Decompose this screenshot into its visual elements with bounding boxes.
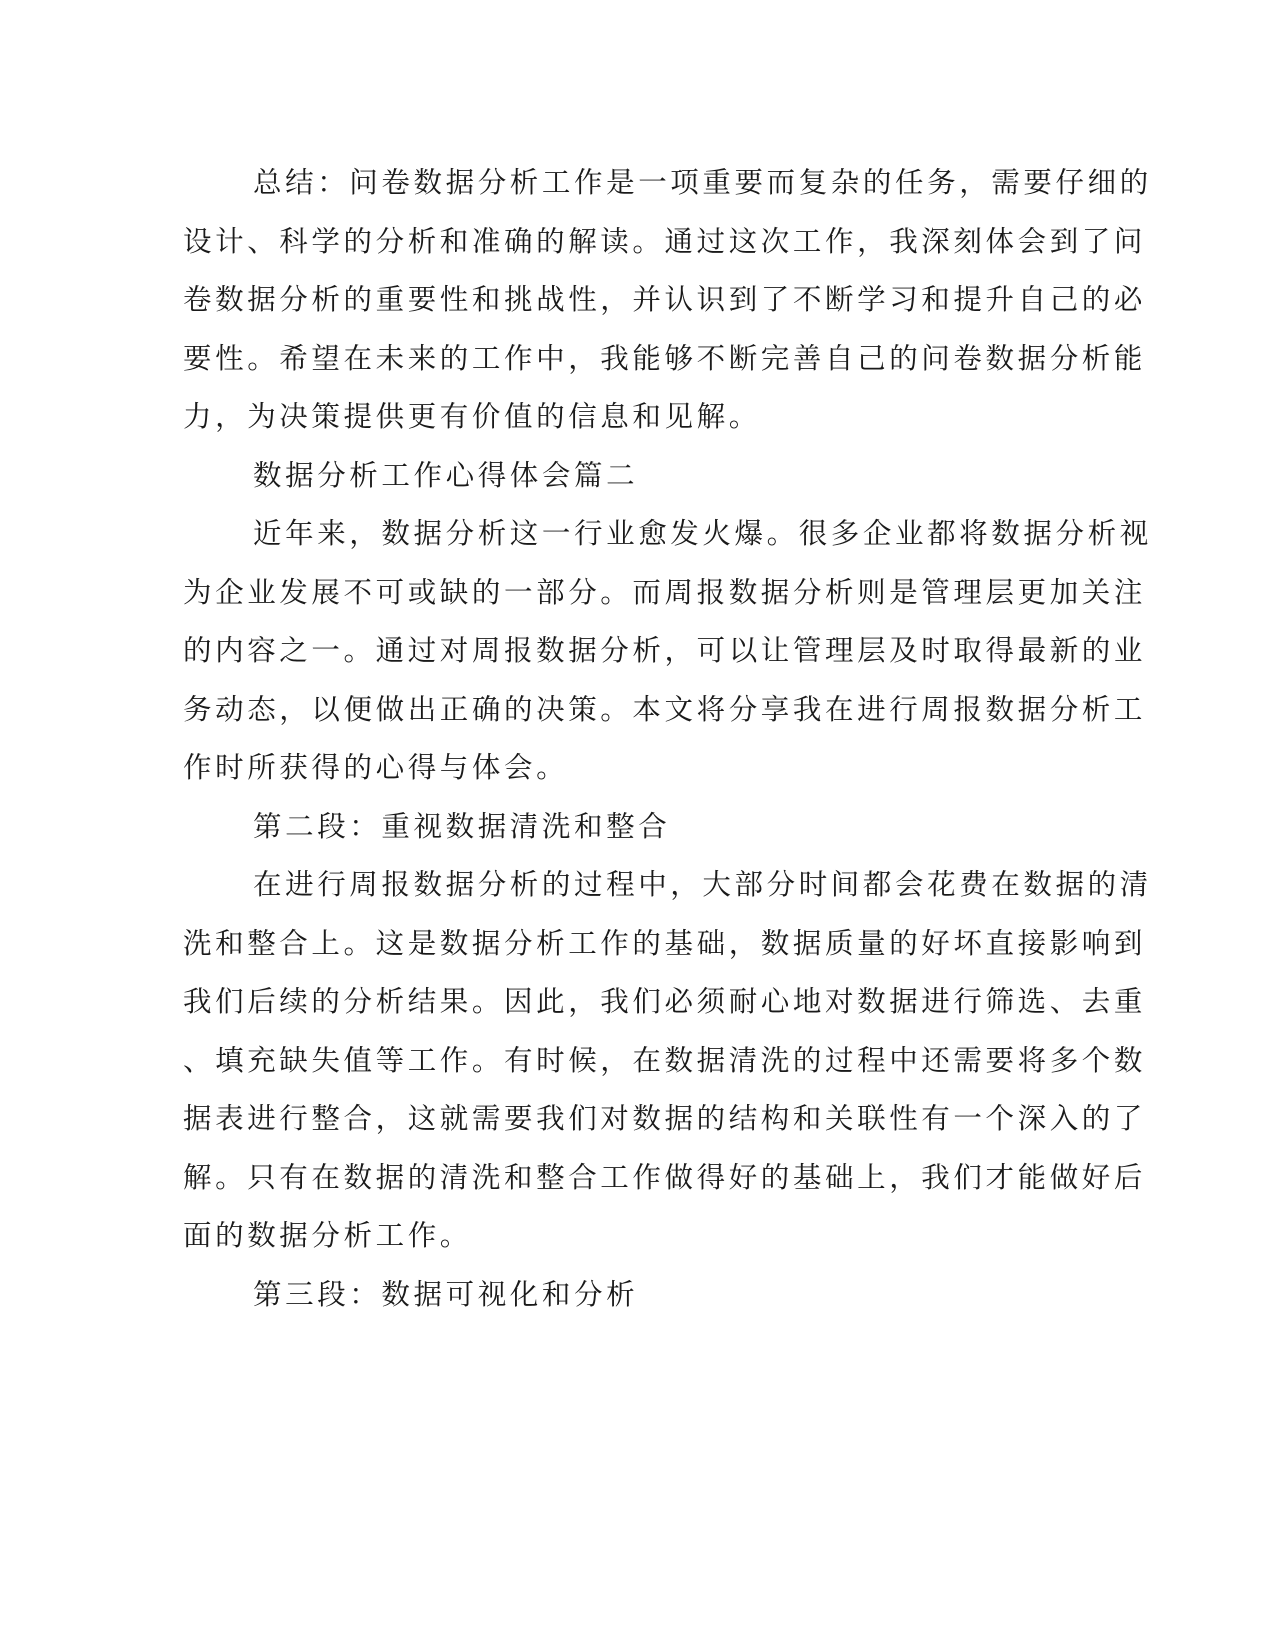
heading-line: 第三段：数据可视化和分析: [253, 1277, 639, 1311]
text-line: 面的数据分析工作。: [183, 1219, 472, 1252]
section-two-heading: [183, 798, 1043, 857]
text-line: 解。只有在数据的清洗和整合工作做得好的基础上，我们才能做好后: [183, 1160, 1147, 1194]
text-line: 要性。希望在未来的工作中，我能够不断完善自己的问卷数据分析能: [183, 341, 1147, 375]
text-line: 力，为决策提供更有价值的信息和见解。: [183, 400, 761, 433]
text-line: 、填充缺失值等工作。有时候，在数据清洗的过程中还需要将多个数: [183, 1043, 1147, 1077]
text-line: 洗和整合上。这是数据分析工作的基础，数据质量的好坏直接影响到: [183, 926, 1147, 960]
part-two-heading: [183, 447, 1043, 506]
text-line: 近年来，数据分析这一行业愈发火爆。很多企业都将数据分析视: [253, 517, 1152, 550]
heading-line: 数据分析工作心得体会篇二: [253, 458, 639, 492]
text-line: 的内容之一。通过对周报数据分析，可以让管理层及时取得最新的业: [183, 634, 1147, 667]
text-line: 在进行周报数据分析的过程中，大部分时间都会花费在数据的清: [253, 868, 1152, 901]
intro-paragraph: [183, 505, 1152, 798]
summary-paragraph: [183, 154, 1152, 447]
heading-line: 第二段：重视数据清洗和整合: [253, 809, 671, 843]
text-line: 设计、科学的分析和准确的解读。通过这次工作，我深刻体会到了问: [183, 224, 1147, 258]
section-two-paragraph: [183, 856, 1152, 1266]
text-line: 据表进行整合，这就需要我们对数据的结构和关联性有一个深入的了: [183, 1102, 1147, 1135]
text-line: 卷数据分析的重要性和挑战性，并认识到了不断学习和提升自己的必: [183, 283, 1147, 316]
document-body: [183, 154, 1152, 1324]
text-line: 为企业发展不可或缺的一部分。而周报数据分析则是管理层更加关注: [183, 575, 1147, 609]
text-line: 作时所获得的心得与体会。: [183, 751, 569, 784]
section-three-heading: [183, 1266, 1043, 1325]
text-line: 总结：问卷数据分析工作是一项重要而复杂的任务，需要仔细的: [253, 166, 1152, 199]
text-line: 我们后续的分析结果。因此，我们必须耐心地对数据进行筛选、去重: [183, 985, 1147, 1018]
text-line: 务动态，以便做出正确的决策。本文将分享我在进行周报数据分析工: [183, 692, 1147, 726]
